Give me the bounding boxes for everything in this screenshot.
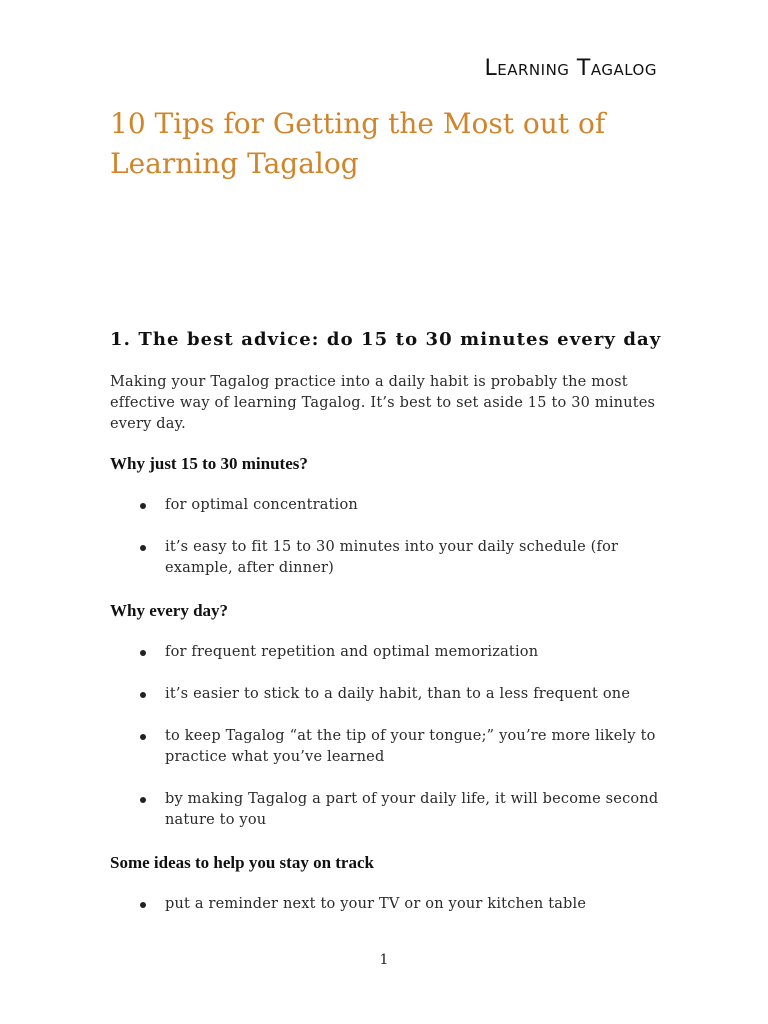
list-item-text: put a reminder next to your TV or on your kitchen table <box>165 896 587 912</box>
list-item <box>110 894 662 915</box>
list-item <box>110 495 662 516</box>
list-item <box>110 642 662 663</box>
bullet-icon <box>140 503 146 509</box>
list-item-text: for frequent repetition and optimal memorization <box>165 644 539 660</box>
list-item-text: to keep Tagalog “at the tip of your tongue;” you’re more likely to practice what you’ve learned <box>165 728 656 765</box>
bullet-icon <box>140 902 146 908</box>
main-content <box>110 326 662 936</box>
bullet-icon <box>140 797 146 803</box>
list-item <box>110 789 662 831</box>
list-item-text: by making Tagalog a part of your daily life, it will become second nature to you <box>165 791 659 828</box>
subheading-stay-on-track: Some ideas to help you stay on track <box>110 853 374 872</box>
intro-paragraph: Making your Tagalog practice into a daily habit is probably the most effective way of learning Tagalog. It’s best to set aside 15 to 30 minutes every day. <box>110 374 656 432</box>
list-item-text: it’s easier to stick to a daily habit, than to a less frequent one <box>165 686 631 702</box>
bullet-icon <box>140 650 146 656</box>
list-item-text: for optimal concentration <box>165 497 358 513</box>
subheading-why-minutes: Why just 15 to 30 minutes? <box>110 454 308 473</box>
running-header: Learning Tagalog <box>484 56 657 81</box>
bullet-icon <box>140 545 146 551</box>
bullet-list-why-every-day <box>110 642 662 831</box>
list-item <box>110 726 662 768</box>
document-title: 10 Tips for Getting the Most out of Learning Tagalog <box>110 107 606 180</box>
page-number: 1 <box>379 952 389 968</box>
section-heading: 1. The best advice: do 15 to 30 minutes every day <box>110 329 662 350</box>
list-item <box>110 537 662 579</box>
bullet-icon <box>140 692 146 698</box>
subheading-why-every-day: Why every day? <box>110 601 229 620</box>
list-item <box>110 684 662 705</box>
bullet-list-why-minutes <box>110 495 662 579</box>
bullet-icon <box>140 734 146 740</box>
list-item-text: it’s easy to fit 15 to 30 minutes into your daily schedule (for example, after dinner) <box>165 539 619 576</box>
bullet-list-stay-on-track <box>110 894 662 915</box>
